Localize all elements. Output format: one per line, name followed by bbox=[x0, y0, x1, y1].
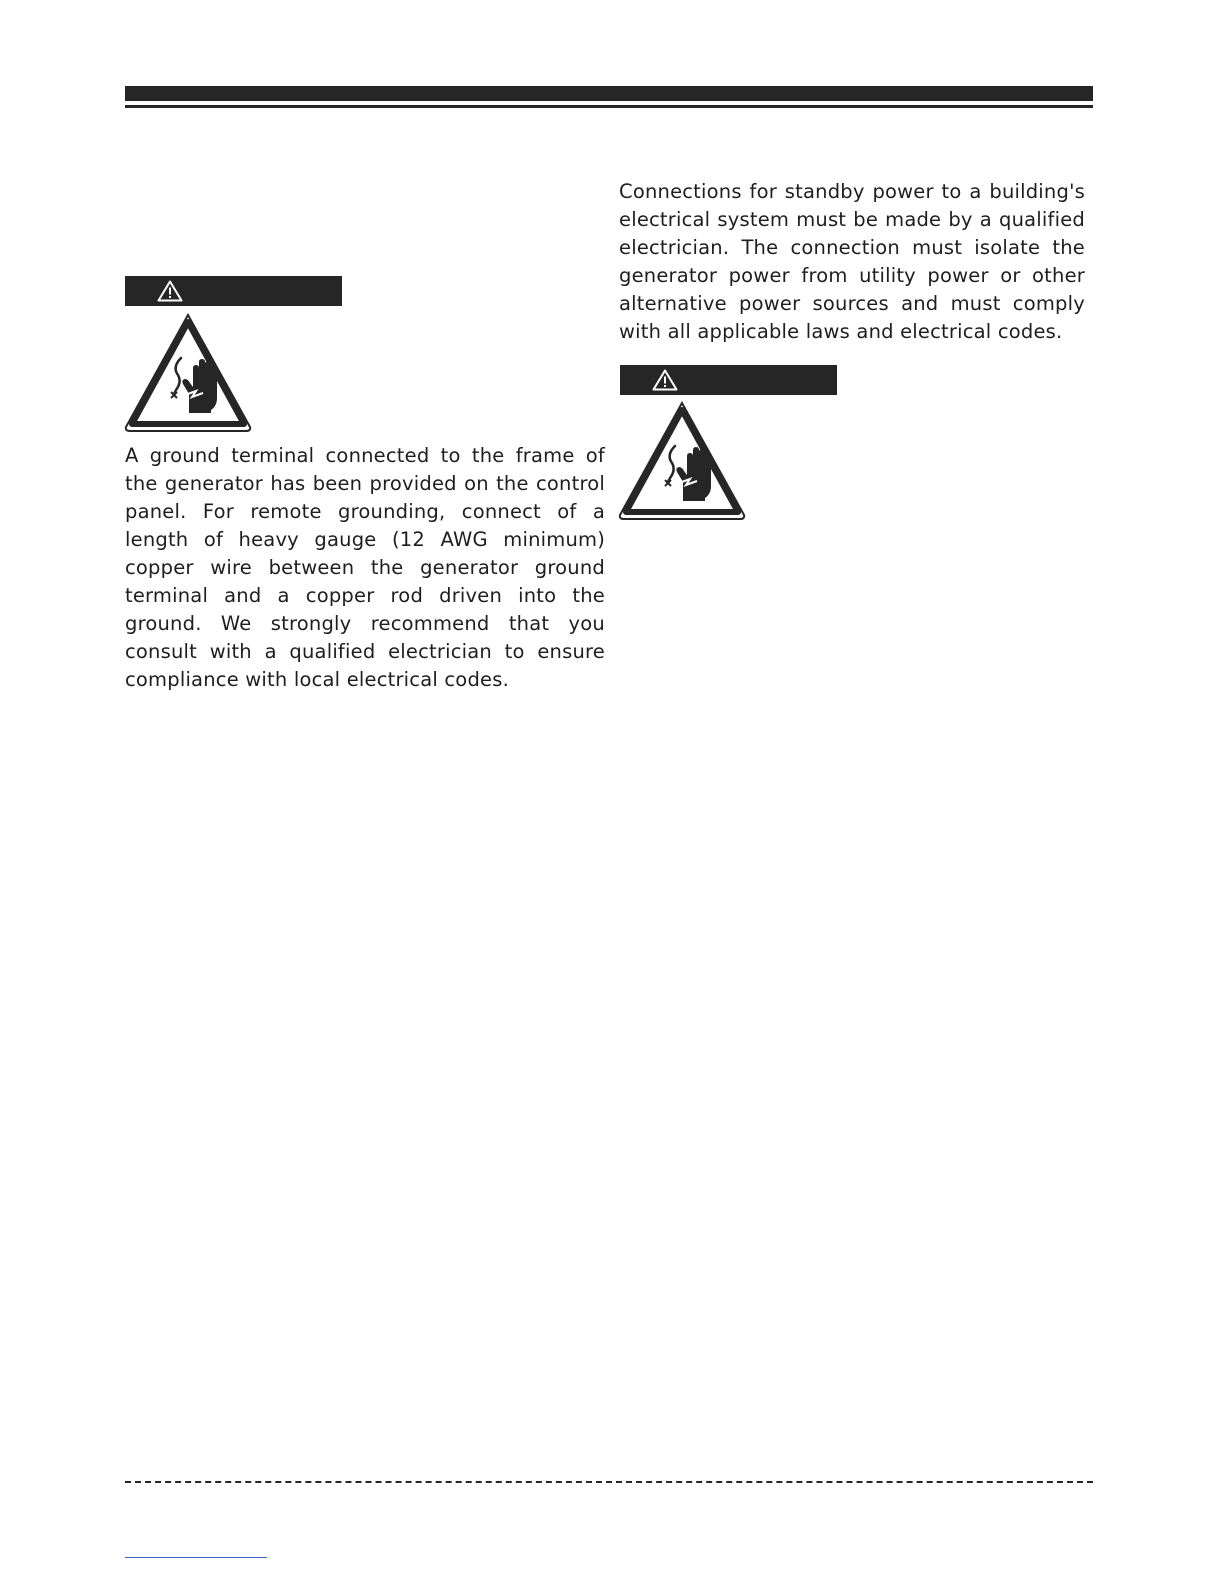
header-bar bbox=[125, 86, 1093, 101]
warning-label-right bbox=[620, 365, 837, 395]
footer-link-underline bbox=[125, 1557, 267, 1558]
warning-triangle-icon bbox=[157, 280, 183, 302]
footer-dashed-rule bbox=[125, 1481, 1093, 1483]
warning-label-left bbox=[125, 276, 342, 306]
electric-shock-hazard-icon bbox=[617, 400, 747, 521]
standby-connection-paragraph: Connections for standby power to a building's electrical system must be made by a qualified electrician. The connection must isolate the generator power from utility power or other alternative power sources and must comply with all applicable laws and electrical codes. bbox=[619, 180, 1085, 343]
header-rule bbox=[125, 105, 1093, 108]
electric-shock-hazard-icon bbox=[123, 312, 253, 433]
grounding-paragraph: A ground terminal connected to the frame of the generator has been provided on the control panel. For remote grounding, connect of a length of heavy gauge (12 AWG minimum) copper wire between the generator ground terminal and a copper rod driven into the ground. We strongly recommend that you consult with a qualified electrician to ensure compliance with local electrical codes. bbox=[125, 444, 605, 691]
warning-triangle-icon bbox=[652, 369, 678, 391]
